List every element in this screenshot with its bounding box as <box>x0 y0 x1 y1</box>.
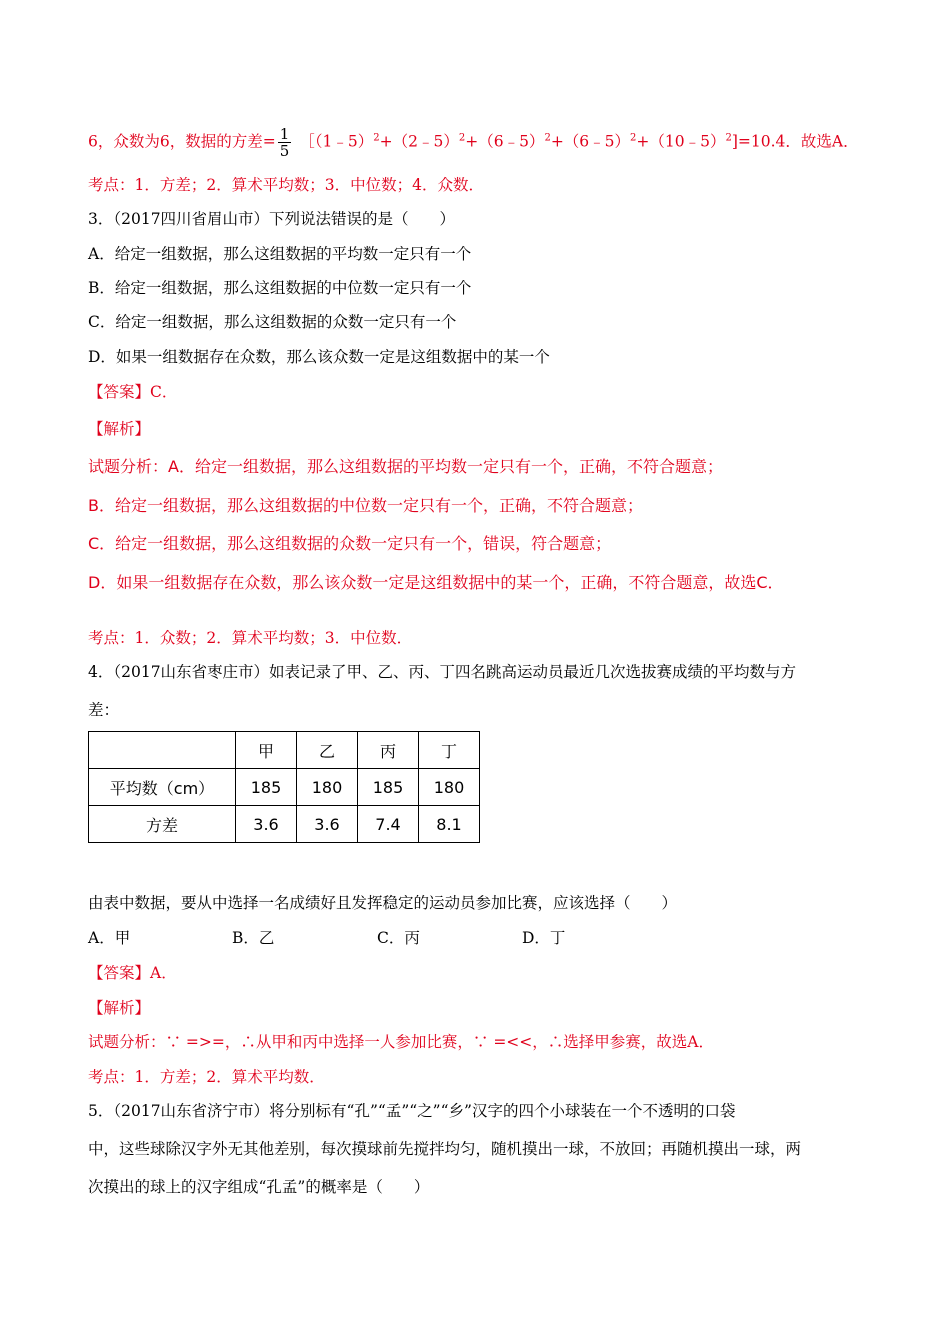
q4-stem-line-1: 4．（2017山东省枣庄市）如表记录了甲、乙、丙、丁四名跳高运动员最近几次选拔赛成绩的平均数与方 <box>88 663 797 681</box>
table-cell: 7.4 <box>358 806 419 843</box>
q4-choice-c: C．丙 <box>377 929 420 947</box>
q4-analysis: 试题分析：∵ =>=，∴从甲和丙中选择一人参加比赛，∵ =<<，∴选择甲参赛，故选A． <box>88 1033 714 1051</box>
exponent: 2 <box>373 132 380 144</box>
table-row-label: 平均数（cm） <box>89 769 236 806</box>
q4-stem-line-2: 差： <box>88 701 120 719</box>
formula-term: ［（1﹣5） <box>299 132 374 151</box>
q4-question: 由表中数据，要从中选择一名成绩好且发挥稳定的运动员参加比赛，应该选择（ ） <box>88 894 678 912</box>
table-cell: 180 <box>419 769 480 806</box>
table-header-yi: 乙 <box>297 732 358 769</box>
q3-option-a: A．给定一组数据，那么这组数据的平均数一定只有一个 <box>88 245 472 263</box>
formula-term: ]=10.4．故选A． <box>731 132 859 151</box>
table-cell: 180 <box>297 769 358 806</box>
table-header-row <box>89 732 480 769</box>
q5-stem-line-1: 5．（2017山东省济宁市）将分别标有“孔”“孟”“之”“乡”汉字的四个小球装在一个不透明的口袋 <box>88 1102 736 1120</box>
table-cell: 185 <box>358 769 419 806</box>
formula-term: +（2﹣5） <box>379 132 459 151</box>
q3-option-b: B．给定一组数据，那么这组数据的中位数一定只有一个 <box>88 279 472 297</box>
formula-term: +（10﹣5） <box>636 132 726 151</box>
q3-stem: 3．（2017四川省眉山市）下列说法错误的是（ ） <box>88 210 456 228</box>
table-row <box>89 769 480 806</box>
table-cell: 3.6 <box>236 806 297 843</box>
table-cell <box>89 732 236 769</box>
fraction-denominator: 5 <box>279 142 290 160</box>
table-cell: 3.6 <box>297 806 358 843</box>
formula-prefix: 6，众数为6，数据的方差= <box>88 132 276 151</box>
q3-analysis-line-3: C．给定一组数据，那么这组数据的众数一定只有一个，错误，符合题意； <box>88 534 612 553</box>
table-header-ding: 丁 <box>419 732 480 769</box>
q4-choice-a: A．甲 <box>88 929 131 947</box>
q3-analysis-line-1: 试题分析：A．给定一组数据，那么这组数据的平均数一定只有一个，正确，不符合题意； <box>88 457 723 476</box>
table-header-jia: 甲 <box>236 732 297 769</box>
q5-stem-line-2: 中，这些球除汉字外无其他差别，每次摸球前先搅拌均匀，随机摸出一球，不放回；再随机摸出一球，两 <box>88 1140 802 1158</box>
formula-term: +（6﹣5） <box>465 132 545 151</box>
q3-kaodian: 考点：1．众数；2．算术平均数；3．中位数． <box>88 629 413 647</box>
fraction-numerator: 1 <box>279 125 290 143</box>
variance-formula-line <box>88 126 859 159</box>
table-row <box>89 806 480 843</box>
q4-answer: 【答案】A． <box>88 964 177 982</box>
table-cell: 8.1 <box>419 806 480 843</box>
table-row-label: 方差 <box>89 806 236 843</box>
formula-term: +（6﹣5） <box>550 132 631 151</box>
q4-choice-d: D．丁 <box>522 929 566 947</box>
q3-analysis-line-4: D．如果一组数据存在众数，那么该众数一定是这组数据中的某一个，正确，不符合题意，故选C． <box>88 573 784 592</box>
q4-jiexi-heading: 【解析】 <box>88 999 151 1017</box>
q3-jiexi-heading: 【解析】 <box>88 420 151 438</box>
table-cell: 185 <box>236 769 297 806</box>
q2-kaodian: 考点：1．方差；2．算术平均数；3．中位数；4．众数． <box>88 176 484 194</box>
exponent: 2 <box>725 132 732 144</box>
q3-option-c: C．给定一组数据，那么这组数据的众数一定只有一个 <box>88 313 457 331</box>
table-header-bing: 丙 <box>358 732 419 769</box>
q3-analysis-line-2: B．给定一组数据，那么这组数据的中位数一定只有一个，正确，不符合题意； <box>88 496 643 515</box>
q3-option-d: D．如果一组数据存在众数，那么该众数一定是这组数据中的某一个 <box>88 348 550 366</box>
exponent: 2 <box>630 132 637 144</box>
fraction-one-fifth <box>278 126 292 159</box>
athlete-scores-table <box>88 731 480 843</box>
exponent: 2 <box>458 132 466 144</box>
q4-kaodian: 考点：1．方差；2．算术平均数． <box>88 1068 325 1086</box>
q3-answer: 【答案】C． <box>88 383 178 401</box>
q4-choice-b: B．乙 <box>232 929 275 947</box>
q5-stem-line-3: 次摸出的球上的汉字组成“孔孟”的概率是（ ） <box>88 1178 430 1196</box>
exponent: 2 <box>544 132 551 144</box>
